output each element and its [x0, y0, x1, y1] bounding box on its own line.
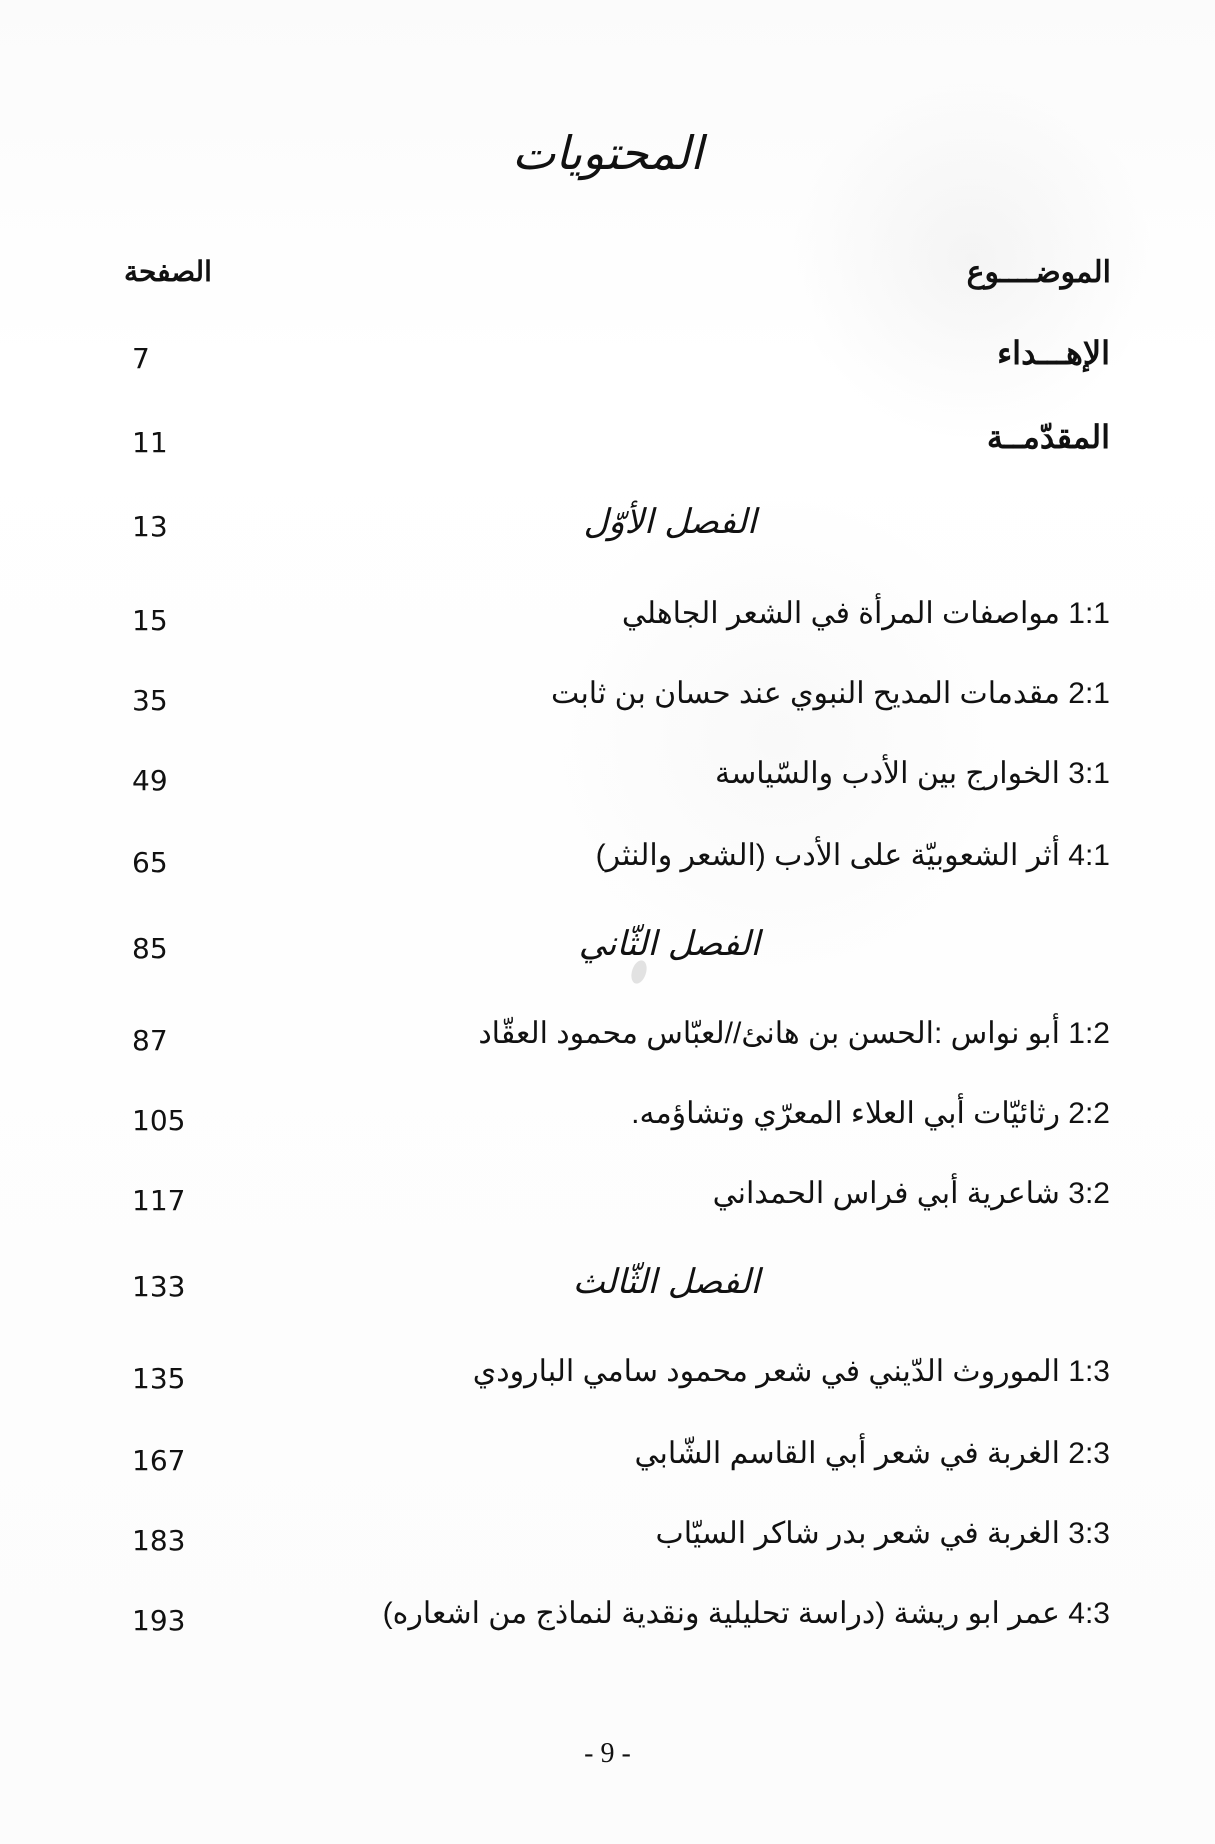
page-number: 65 [132, 846, 168, 879]
page-number: 183 [132, 1524, 186, 1557]
entry-title: 1:1 مواصفات المرأة في الشعر الجاهلي [621, 597, 1110, 630]
page-number: 7 [132, 342, 150, 375]
page-number: 193 [132, 1604, 186, 1637]
entry-title: 2:1 مقدمات المديح النبوي عند حسان بن ثابت [550, 677, 1110, 710]
page-number: 87 [132, 1024, 168, 1057]
page-title: المحتويات [512, 126, 703, 180]
toc-row-1-3 [0, 756, 1215, 816]
page-number: 49 [132, 764, 168, 797]
page-number: 13 [132, 510, 168, 543]
entry-title: 4:1 أثر الشعوبيّة على الأدب (الشعر والنثر) [595, 839, 1110, 872]
page-column-header: الصفحة [124, 256, 212, 287]
toc-row-chapter-2 [0, 924, 1215, 984]
page-number: 35 [132, 684, 168, 717]
entry-title: 3:1 الخوارج بين الأدب والسّياسة [714, 757, 1110, 790]
entry-title: 2:2 رثائيّات أبي العلاء المعرّي وتشاؤمه. [631, 1097, 1110, 1130]
toc-row-1-2 [0, 676, 1215, 736]
toc-row-chapter-1 [0, 502, 1215, 562]
chapter-heading: الفصل الثّاني [578, 924, 760, 964]
page-number: 167 [132, 1444, 186, 1477]
toc-row-2-3 [0, 1176, 1215, 1236]
chapter-heading: الفصل الأوّل [583, 502, 757, 542]
entry-title: 3:3 الغربة في شعر بدر شاكر السيّاب [655, 1517, 1110, 1550]
entry-title: 1:2 أبو نواس :الحسن بن هانئ//لعبّاس محمود العقّاد [478, 1017, 1110, 1050]
entry-title: 3:2 شاعرية أبي فراس الحمداني [712, 1177, 1110, 1210]
chapter-heading: الفصل الثّالث [572, 1262, 760, 1302]
entry-title: المقدّمــة [986, 419, 1110, 455]
toc-row-3-2 [0, 1436, 1215, 1496]
toc-row-2-2 [0, 1096, 1215, 1156]
entry-title: الإهـــداء [997, 335, 1110, 371]
toc-row-dedication [0, 334, 1215, 394]
toc-row-3-3 [0, 1516, 1215, 1576]
toc-row-2-1 [0, 1016, 1215, 1076]
page-number-footer: - 9 - [584, 1738, 631, 1769]
page-number: 133 [132, 1270, 186, 1303]
toc-row-3-4 [0, 1596, 1215, 1656]
toc-row-1-4 [0, 838, 1215, 898]
page-number: 135 [132, 1362, 186, 1395]
toc-row-chapter-3 [0, 1262, 1215, 1322]
toc-row-introduction [0, 418, 1215, 478]
page-number: 117 [132, 1184, 186, 1217]
topic-column-header: الموضــــوع [966, 256, 1111, 289]
page-number: 105 [132, 1104, 186, 1137]
entry-title: 4:3 عمر ابو ريشة (دراسة تحليلية ونقدية لنماذج من اشعاره) [382, 1597, 1110, 1630]
entry-title: 1:3 الموروث الدّيني في شعر محمود سامي البارودي [472, 1355, 1110, 1388]
entry-title: 2:3 الغربة في شعر أبي القاسم الشّابي [634, 1437, 1110, 1470]
page-number: 11 [132, 426, 168, 459]
toc-row-3-1 [0, 1354, 1215, 1414]
page-number: 15 [132, 604, 168, 637]
page-number: 85 [132, 932, 168, 965]
toc-row-1-1 [0, 596, 1215, 656]
